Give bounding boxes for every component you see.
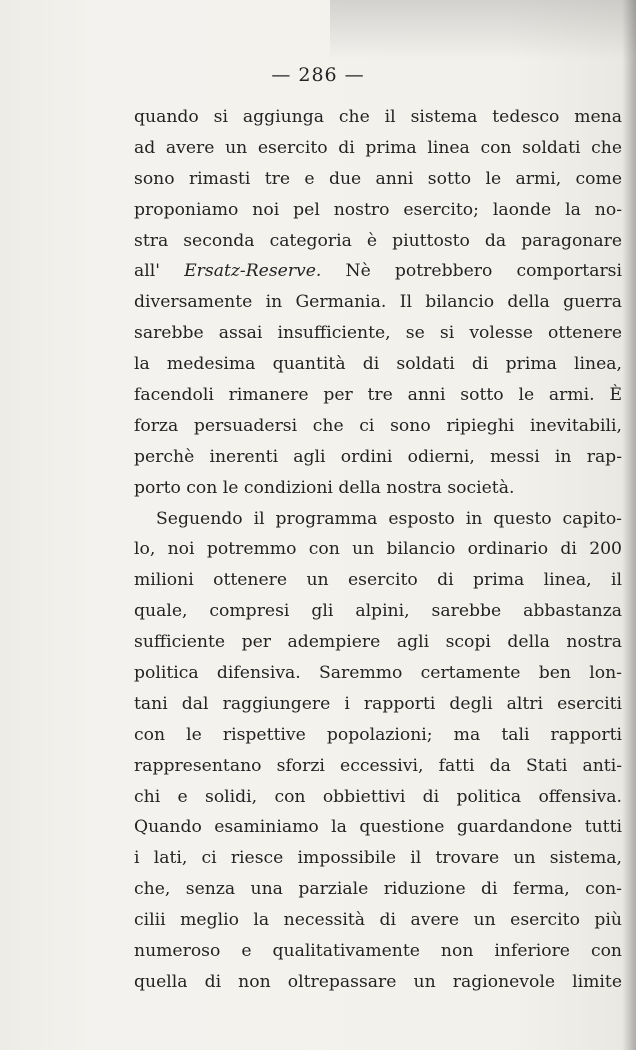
text-line: sarebbe assai insufficiente, se si volesse ottenere [134,323,622,344]
text-line: stra seconda categoria è piuttosto da paragonare [134,230,622,251]
text-line: quale, compresi gli alpini, sarebbe abbastanza [134,601,622,622]
text-line: Seguendo il programma esposto in questo capito- [156,508,622,529]
text-line: la medesima quantità di soldati di prima linea, [134,354,622,375]
text-line: con le rispettive popolazioni; ma tali rapporti [134,724,622,745]
text-line: ad avere un esercito di prima linea con soldati che [134,137,622,158]
text-line: quella di non oltrepassare un ragionevole limite [134,971,622,992]
text-line: forza persuadersi che ci sono ripieghi inevitabili, [134,415,622,436]
page-shadow-top [330,0,636,60]
text-line: politica difensiva. Saremmo certamente ben lon- [134,663,622,684]
text-line: chi e solidi, con obbiettivi di politica offensiva. [134,786,622,807]
body-text [134,102,622,998]
text-line: quando si aggiunga che il sistema tedesco mena [134,107,622,127]
text-line: facendoli rimanere per tre anni sotto le armi. È [134,385,622,406]
text-line: tani dal raggiungere i rapporti degli altri eserciti [134,693,622,714]
text-line: i lati, ci riesce impossibile il trovare un sistema, [134,848,622,869]
text-line: milioni ottenere un esercito di prima linea, il [134,570,622,591]
text-line: proponiamo noi pel nostro esercito; laonde la no- [134,199,622,220]
text-line: perchè inerenti agli ordini odierni, messi in rap- [134,446,622,467]
paragraph-1 [134,102,622,504]
text-line: diversamente in Germania. Il bilancio della guerra [134,292,622,313]
text-line: numeroso e qualitativamente non inferiore con [134,941,622,962]
text-segment: Nè potrebbero comportarsi [321,261,622,282]
text-line: sufficiente per adempiere agli scopi della nostra [134,632,622,653]
text-line: cilii meglio la necessità di avere un esercito più [134,910,622,931]
page-gutter-shadow [622,0,636,1050]
text-line: rappresentano sforzi eccessivi, fatti da Stati anti- [134,755,622,776]
text-segment: all' [134,261,185,282]
text-line: porto con le condizioni della nostra società. [134,477,515,498]
paragraph-2 [134,504,622,998]
text-line: che, senza una parziale riduzione di ferma, con- [134,879,622,900]
text-line: sono rimasti tre e due anni sotto le armi, come [134,168,622,189]
text-line: Quando esaminiamo la questione guardandone tutti [134,817,622,838]
text-line-mixed [134,256,622,287]
page-number: — 286 — [271,64,365,86]
italic-term: Ersatz-Reserve. [184,261,322,282]
text-line: lo, noi potremmo con un bilancio ordinario di 200 [134,539,622,560]
